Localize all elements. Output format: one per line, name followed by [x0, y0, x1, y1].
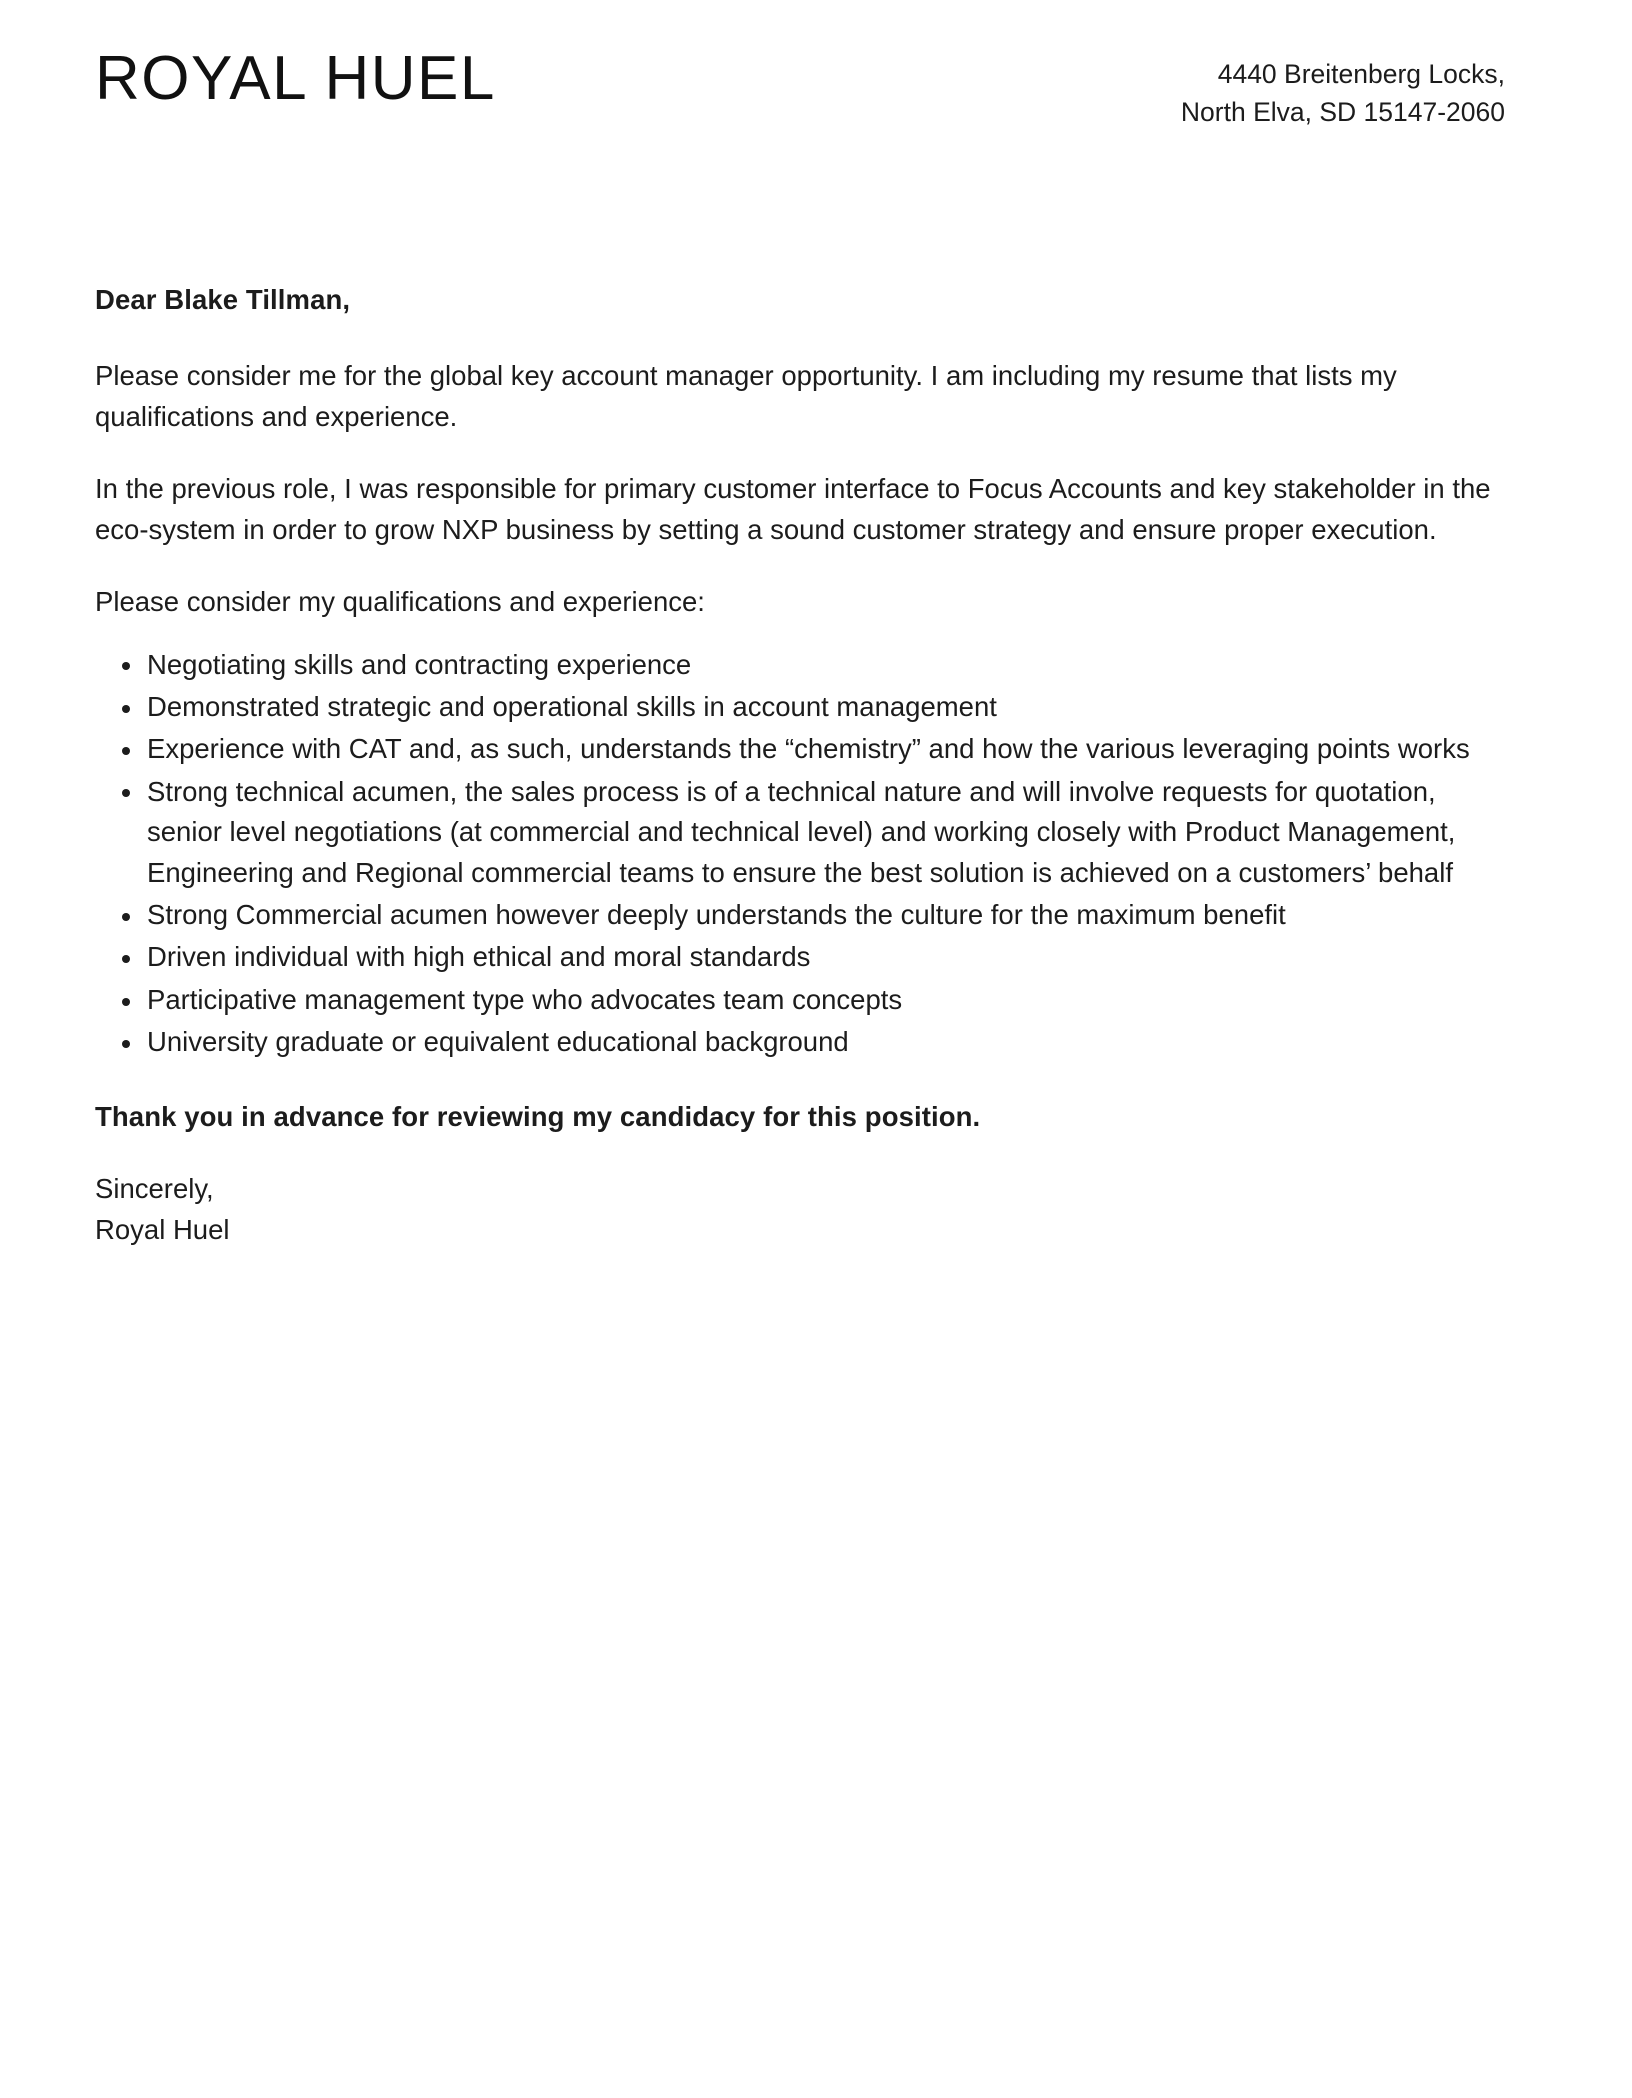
list-item [95, 937, 1505, 977]
sender-address [1181, 44, 1505, 131]
bullet-icon [122, 1040, 130, 1048]
list-item [95, 772, 1505, 893]
address-line-2: North Elva, SD 15147-2060 [1180, 96, 1505, 127]
bullet-icon [122, 705, 130, 713]
list-item-text: Strong technical acumen, the sales process is of a technical nature and will involve requests for quotation, senior level negotiations (at commercial and technical level) and working closely with Product Management, Engineering and Regional commercial teams to ensure the best solution is achieved on a customers’ behalf [147, 775, 1456, 888]
list-item [95, 980, 1505, 1020]
letterhead [95, 0, 1505, 172]
qualifications-lead-in: Please consider my qualifications and experience: [95, 586, 705, 618]
letter-sheet [95, 0, 1505, 1250]
sender-name: ROYAL HUEL [95, 44, 496, 113]
list-item-text: Negotiating skills and contracting experience [147, 648, 692, 680]
list-item-text: Experience with CAT and, as such, understands the “chemistry” and how the various leveraging points works [147, 733, 1470, 765]
letter-body [95, 280, 1505, 1250]
bullet-icon [122, 998, 130, 1006]
bullet-icon [122, 789, 130, 797]
address-line-1: 4440 Breitenberg Locks, [1217, 59, 1505, 89]
list-item [95, 687, 1505, 727]
body-paragraph-2: In the previous role, I was responsible for primary customer interface to Focus Accounts and key stakeholder in the eco-system in order to grow NXP business by setting a sound customer strategy and ensure proper execution. [95, 473, 1491, 545]
list-item [95, 645, 1505, 685]
list-item [95, 1022, 1505, 1062]
signature-name: Royal Huel [95, 1213, 230, 1245]
list-item-text: Participative management type who advocates team concepts [147, 983, 903, 1015]
valediction: Sincerely, [95, 1173, 214, 1205]
bullet-icon [122, 913, 130, 921]
signoff [95, 1169, 1505, 1250]
bullet-icon [122, 955, 130, 963]
list-item [95, 895, 1505, 935]
list-item-text: Strong Commercial acumen however deeply understands the culture for the maximum benefit [147, 899, 1286, 931]
list-item [95, 729, 1505, 769]
list-item-text: Driven individual with high ethical and moral standards [147, 941, 811, 973]
bullet-icon [122, 662, 130, 670]
list-item-text: University graduate or equivalent educational background [147, 1026, 849, 1058]
list-item-text: Demonstrated strategic and operational skills in account management [147, 690, 997, 722]
bullet-icon [122, 747, 130, 755]
body-paragraph-1: Please consider me for the global key account manager opportunity. I am including my resume that lists my qualifications and experience. [95, 360, 1397, 432]
qualifications-list [95, 645, 1505, 1063]
closing-statement: Thank you in advance for reviewing my candidacy for this position. [95, 1100, 981, 1132]
salutation: Dear Blake Tillman, [95, 284, 351, 315]
